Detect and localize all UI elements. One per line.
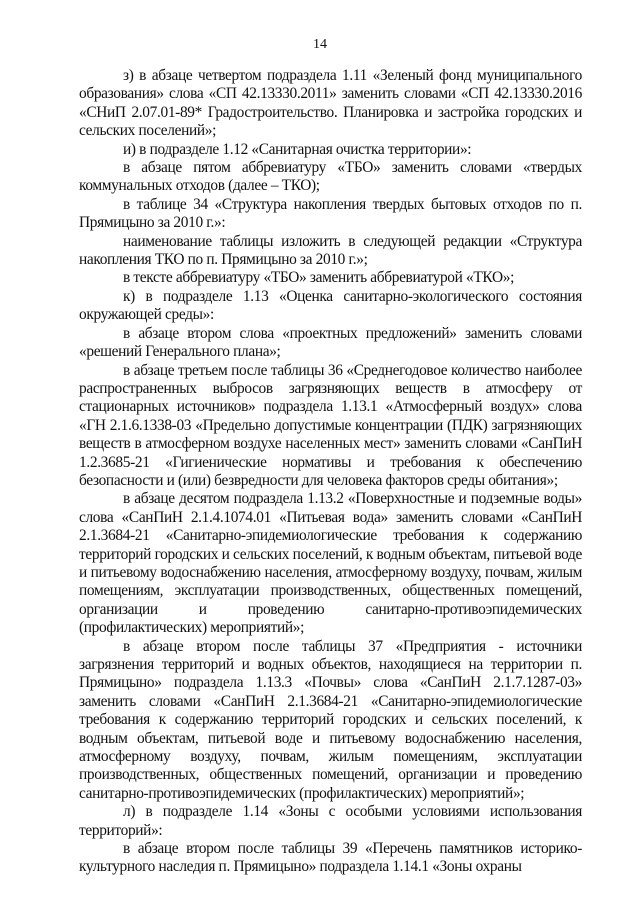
paragraph-k: к) в подразделе 1.13 «Оценка санитарно-экологического состояния окружающей среды»: [79,287,582,324]
paragraph-i: и) в подразделе 1.12 «Санитарная очистка территории»: [123,140,472,158]
paragraph-tbo-fifth: в абзаце пятом аббревиатуру «ТБО» заменить словами «твердых коммунальных отходов (далее – ТКО); [79,159,582,195]
paragraph-l: л) в подразделе 1.14 «Зоны с особыми условиями использования территорий»: [79,803,582,839]
paragraph-second: в абзаце втором слова «проектных предложений» заменить словами «решений Генерального плана»; [79,324,582,361]
paragraph-z: з) в абзаце четвертом подраздела 1.11 «Зеленый фонд муниципального образования» слова «СП 42.13330.2011» заменить словами «СП 42.13330.2016 «СНиП 2.07.01-89* Градостроительство. Планировка и застройка городских и сельских поселений»; [79,67,582,140]
page-number: 14 [313,37,327,52]
paragraph-tenth-1-13-2: в абзаце десятом подраздела 1.13.2 «Поверхностные и подземные воды» слова «СанПиН 2.1.4.1074.01 «Питьевая вода» заменить словами «СанПиН 2.1.3684-21 «Санитарно-эпидемиологические требования к содержанию территорий городских и сельских поселений, к водным объектам, питьевой воде и питьевому водоснабжению населения, атмосферному воздуху, почвам, жилым помещениям, эксплуатации производственных, общественных помещений, организации и проведению санитарно-противоэпидемических (профилактических) мероприятий»; [79,490,582,637]
paragraph-third-table-36: в абзаце третьем после таблицы 36 «Среднегодовое количество наиболее распространенных выбросов загрязняющих веществ в атмосферу от стационарных источников» подраздела 1.13.1 «Атмосферный воздух» слова «ГН 2.1.6.1338-03 «Предельно допустимые концентрации (ПДК) загрязняющих веществ в атмосферном воздухе населенных мест» заменить словами «СанПиН 1.2.3685-21 «Гигиенические нормативы и требования к обеспечению безопасности и (или) безвредности для человека факторов среды обитания»; [79,361,582,489]
paragraph-second-table-39: в абзаце втором после таблицы 39 «Перечень памятников историко-культурного наследия п. Прямицыно» подраздела 1.14.1 «Зоны охраны [79,840,582,876]
paragraph-table-title: наименование таблицы изложить в следующей редакции «Структура накопления ТКО по п. Прямицыно за 2010 г.»; [79,232,582,269]
document-body [79,67,582,877]
paragraph-second-table-37: в абзаце втором после таблицы 37 «Предприятия - источники загрязнения территорий и водных объектов, находящиеся на территории п. Прямицыно» подраздела 1.13.3 «Почвы» слова «СанПиН 2.1.7.1287-03» заменить словами «СанПиН 2.1.3684-21 «Санитарно-эпидемиологические требования к содержанию территорий городских и сельских поселений, к водным объектам, питьевой воде и питьевому водоснабжению населения, атмосферному воздуху, почвам, жилым помещениям, эксплуатации производственных, общественных помещений, организации и проведению санитарно-противоэпидемических (профилактических) мероприятий»; [79,637,582,802]
paragraph-abbreviation: в тексте аббревиатуру «ТБО» заменить аббревиатурой «ТКО»; [123,269,515,287]
paragraph-table-34: в таблице 34 «Структура накопления твердых бытовых отходов по п. Прямицыно за 2010 г.»: [79,195,582,232]
